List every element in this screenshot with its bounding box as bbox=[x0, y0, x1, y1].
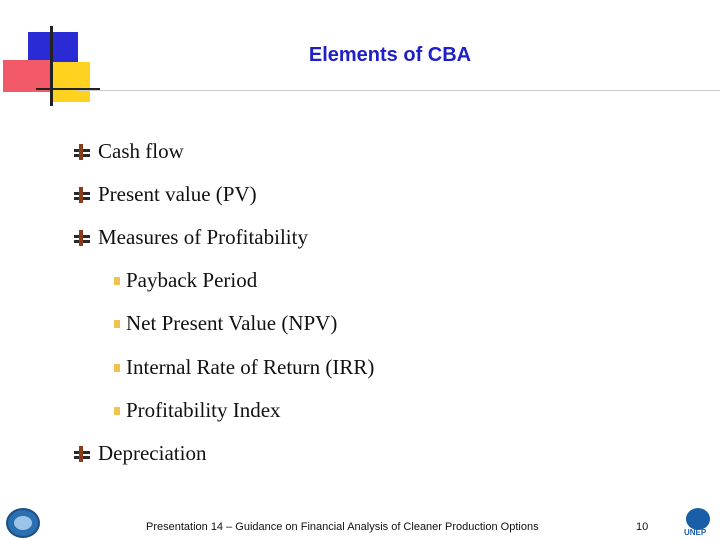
yellow-square bbox=[50, 62, 90, 102]
sub-bullet-item-profitability-index bbox=[114, 398, 281, 423]
sub-bullet-item-irr bbox=[114, 355, 374, 380]
sub-bullet-item-npv bbox=[114, 311, 337, 336]
bullet-item-present-value bbox=[74, 182, 257, 207]
unep-logo-icon bbox=[686, 508, 710, 530]
bullet-text: Payback Period bbox=[126, 268, 258, 292]
bullet-main-icon bbox=[74, 230, 90, 246]
slide-title: Elements of CBA bbox=[308, 44, 472, 66]
bullet-main-icon bbox=[74, 144, 90, 160]
bullet-sub-icon bbox=[114, 320, 120, 328]
unep-logo-label: UNEP bbox=[684, 528, 707, 537]
bullet-sub-icon bbox=[114, 364, 120, 372]
bullet-sub-icon bbox=[114, 407, 120, 415]
bullet-text: Net Present Value (NPV) bbox=[126, 311, 338, 335]
bullet-text: Profitability Index bbox=[126, 398, 281, 422]
bullet-sub-icon bbox=[114, 277, 120, 285]
corner-decoration bbox=[0, 0, 110, 110]
bullet-item-depreciation bbox=[74, 441, 206, 466]
bullet-text: Cash flow bbox=[98, 139, 184, 163]
footer-text: Presentation 14 – Guidance on Financial Analysis of Cleaner Production Options bbox=[146, 521, 539, 533]
bullet-item-measures-of-profitability bbox=[74, 225, 308, 250]
title-rule bbox=[78, 90, 720, 91]
sub-bullet-item-payback-period bbox=[114, 268, 257, 293]
bullet-text: Measures of Profitability bbox=[98, 225, 308, 249]
bullet-item-cash-flow bbox=[74, 139, 184, 164]
bullet-text: Present value (PV) bbox=[98, 182, 257, 206]
page-number: 10 bbox=[636, 521, 649, 533]
vertical-line bbox=[50, 26, 53, 106]
bullet-text: Depreciation bbox=[98, 441, 207, 465]
unido-logo-icon bbox=[6, 508, 40, 538]
bullet-text: Internal Rate of Return (IRR) bbox=[126, 355, 375, 379]
bullet-main-icon bbox=[74, 187, 90, 203]
bullet-main-icon bbox=[74, 446, 90, 462]
